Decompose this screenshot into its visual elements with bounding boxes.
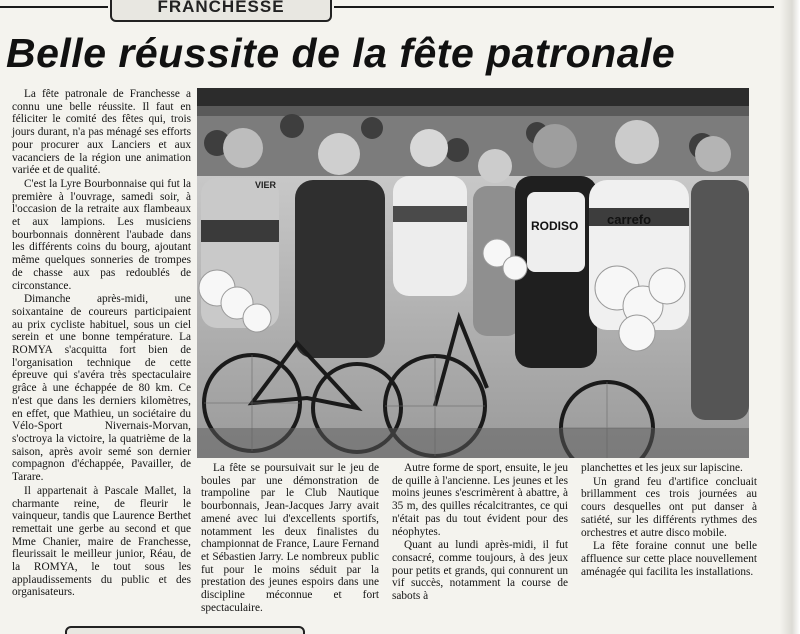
article-photo [197, 88, 749, 458]
paragraph: planchettes et les jeux sur lapiscine. [581, 462, 743, 474]
paragraph: Un grand feu d'artifice concluait brillamment ces trois journées au cours desquelles ont put danser à satiété, sur les différents rythmes des orchestres et autre disco mobile. [581, 475, 757, 539]
cyclists-podium-photo [197, 88, 749, 458]
headline: Belle réussite de la fête patronale [6, 30, 676, 76]
top-rule [334, 6, 774, 8]
next-article-tab [65, 626, 305, 634]
jersey-text: RODISO [531, 219, 579, 233]
jersey-text: carrefo [607, 212, 652, 227]
article-column-1 [12, 88, 191, 600]
page-edge [780, 0, 800, 634]
paragraph: Quant au lundi après-midi, il fut consacré, comme toujours, à des jeux pour petits et grands, qui connurent un vif succès, notamment la course de sabots à [392, 539, 568, 603]
article-column-2 [201, 462, 379, 615]
paragraph: Il appartenait à Pascale Mallet, la charmante reine, de fleurir le vainqueur, tandis que Laurence Berthet remettait une gerbe au second et que Mme Chanier, maire de Franchesse, fleurissait le meilleur junior, Réau, de la ROMYA, le tout sous les applaudissements du public et des organisateurs. [12, 484, 191, 599]
section-label: FRANCHESSE [110, 0, 332, 22]
paragraph: Autre forme de sport, ensuite, le jeu de quille à l'ancienne. Les jeunes et les moins jeunes s'escrimèrent à abattre, à 35 m, des quilles récalcitrantes, ce qui n'était pas du tout évident pour des néophytes. [392, 462, 568, 538]
paragraph: C'est la Lyre Bourbonnaise qui fut la première à l'ouvrage, samedi soir, à l'occasion de la retraite aux flambeaux et aux lampions. Les musiciens bourbonnais donnèrent l'aubade dans les différents coins du bourg, ajoutant même quelques sonneries de trompes de chasse aux pas redoublés de circonstance. [12, 177, 191, 292]
paragraph: Dimanche après-midi, une soixantaine de coureurs participaient au prix cycliste habituel, sous un ciel serein et une bonne température. La ROMYA s'acquitta fort bien de l'organisation technique de cette épreuve qui s'avéra très spectaculaire grâce à une échappée de 80 km. Ce n'est que dans les derniers kilomètres, en effet, que Mathieu, un sociétaire du Vélo-Sport Nivernais-Morvan, s'octroya la victoire, la quatrième de la saison, après avoir semé son dernier compagnon d'échappée, Pavailler, de Tarare. [12, 293, 191, 484]
top-rule [0, 6, 108, 8]
paragraph: La fête foraine connut une belle affluence sur cette place nouvellement aménagée qui facilita les installations. [581, 540, 757, 578]
paragraph: La fête patronale de Franchesse a connu une belle réussite. Il faut en féliciter le comité des fêtes qui, trois jours durant, n'a pas ménagé ses efforts pour procurer aux Lanciers et aux vacanciers de la région une animation variée et de qualité. [12, 88, 191, 177]
article-column-4 [581, 462, 757, 579]
article-column-3 [392, 462, 568, 604]
paragraph: La fête se poursuivait sur le jeu de boules par une démonstration de trampoline par le Club Nautique bourbonnais, Jean-Jacques Jarry avait amené avec lui d'excellents sportifs, notamment les deux finalistes du championnat de France, Laure Fernand et Sébastien Jarry. Le nombreux public fut pour le moins séduit par la prestation des jeunes espoirs dans une discipline méconnue et fort spectaculaire. [201, 462, 379, 614]
jersey-text: VIER [255, 180, 277, 190]
